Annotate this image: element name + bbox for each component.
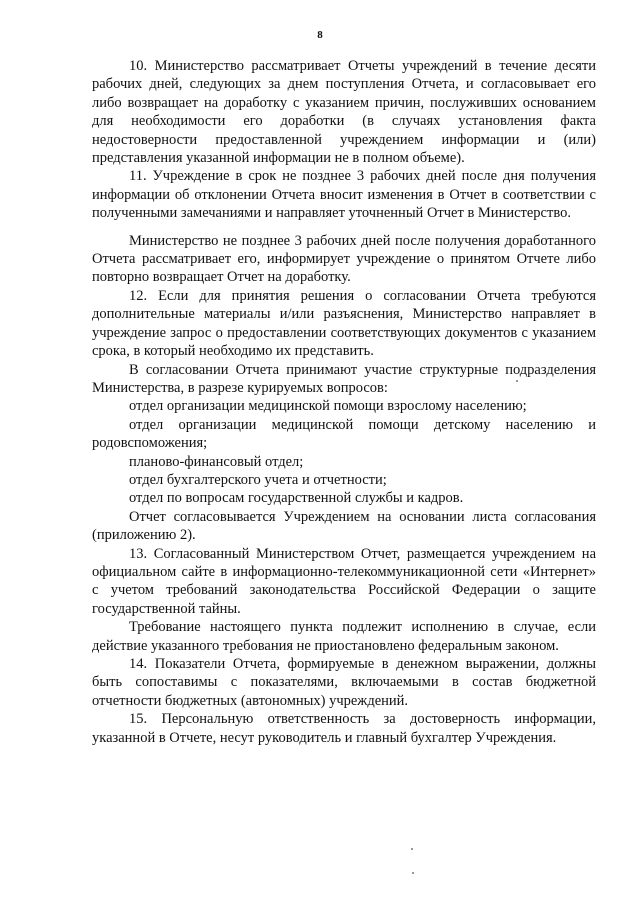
scan-speck	[516, 380, 518, 382]
department-list-item: отдел бухгалтерского учета и отчетности;	[129, 471, 387, 488]
paragraph-ministry-review: Министерство не позднее 3 рабочих дней после получения доработанного Отчета рассматривает его, информирует учреждение о принятом Отчете либо повторно возвращает Отчет на доработку.	[92, 232, 596, 286]
paragraph-14: 14. Показатели Отчета, формируемые в денежном выражении, должны быть сопоставимы с показателями, включаемыми в состав бюджетной отчетности бюджетных (автономных) учреждений.	[92, 656, 596, 709]
department-list-item: отдел организации медицинской помощи взрослому населению;	[129, 398, 527, 415]
document-body	[92, 57, 596, 747]
department-list-item: отдел организации медицинской помощи детскому населению и родовспоможения;	[92, 416, 596, 452]
paragraph-11: 11. Учреждение в срок не позднее 3 рабочих дней после дня получения информации об отклонении Отчета вносит изменения в Отчет в соответствии с полученными замечаниями и направляет уточненный Отчет в Министерство.	[92, 168, 596, 222]
scan-speck	[412, 872, 414, 874]
department-list-item: отдел по вопросам государственной службы и кадров.	[129, 490, 464, 507]
paragraph-10: 10. Министерство рассматривает Отчеты учреждений в течение десяти рабочих дней, следующих за днем поступления Отчета, и согласовывает его либо возвращает на доработку с указанием причин, послуживших основанием для необходимости его доработки (в случаях установления факта недостоверности предоставленной учреждением информации и (или) представления указанной информации не в полном объеме).	[92, 58, 596, 167]
paragraph-12: 12. Если для принятия решения о согласовании Отчета требуются дополнительные материалы и/или разъяснения, Министерство направляет в учреждение запрос о предоставлении соответствующих документов с указанием срока, в который необходимо их представить.	[92, 287, 596, 360]
department-list-item: планово-финансовый отдел;	[129, 453, 304, 470]
scan-speck	[411, 848, 413, 850]
paragraph-13: 13. Согласованный Министерством Отчет, размещается учреждением на официальном сайте в информационно-телекоммуникационной сети «Интернет» с учетом требований законодательства Российской Федерации о защите государственной тайны.	[92, 545, 596, 617]
paragraph-requirement: Требование настоящего пункта подлежит исполнению в случае, если действие указанного требования не приостановлено федеральным законом.	[92, 619, 596, 654]
paragraph-departments-intro: В согласовании Отчета принимают участие структурные подразделения Министерства, в разрезе курируемых вопросов:	[92, 361, 596, 396]
page-number: 8	[317, 29, 323, 41]
paragraph-15: 15. Персональную ответственность за достоверность информации, указанной в Отчете, несут руководитель и главный бухгалтер Учреждения.	[92, 711, 596, 746]
paragraph-approval-sheet: Отчет согласовывается Учреждением на основании листа согласования (приложению 2).	[92, 508, 596, 544]
